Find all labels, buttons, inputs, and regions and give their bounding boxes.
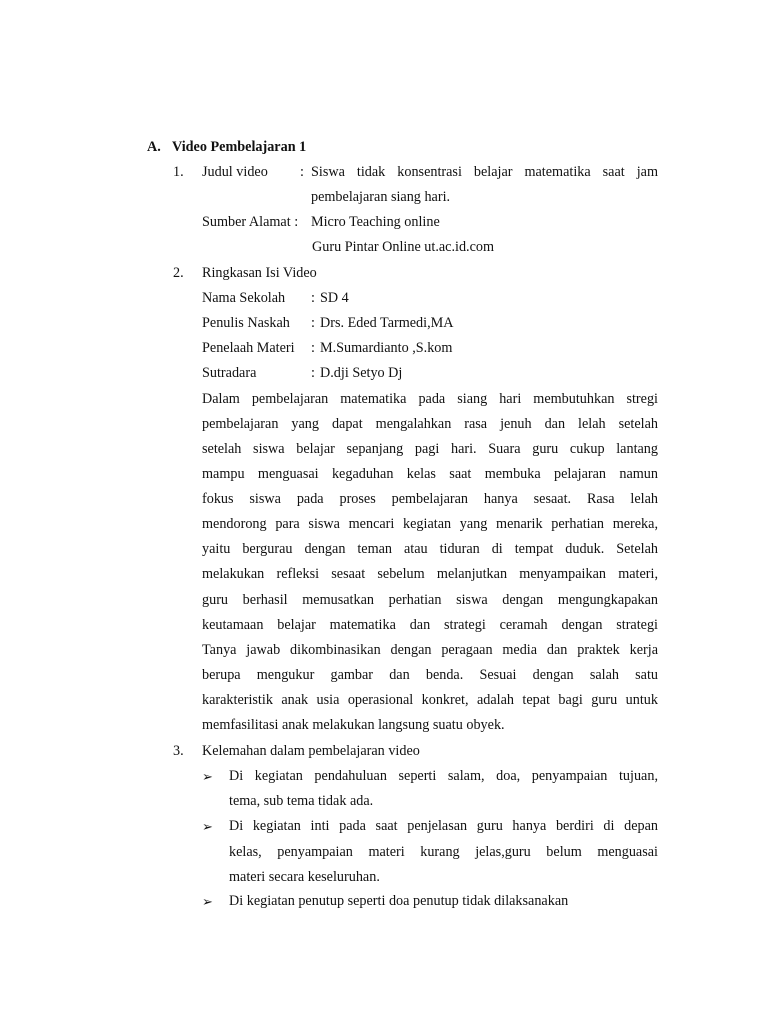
summary-line-last: memfasilitasi anak melakukan langsung suatu obyek. (202, 717, 505, 733)
section-title: Video Pembelajaran 1 (172, 139, 307, 155)
field-value: M.Sumardianto ,S.kom (320, 340, 453, 356)
summary-line: berupa mengukur gambar dan benda. Sesuai dengan salah satu (202, 667, 658, 683)
summary-line: yaitu bergurau dengan teman atau tiduran di tempat duduk. Setelah (202, 541, 658, 557)
bullet-line: Di kegiatan inti pada saat penjelasan guru hanya berdiri di depan (229, 818, 658, 834)
arrow-bullet-icon: ➢ (202, 894, 213, 909)
sumber-label: Sumber Alamat : (202, 214, 299, 230)
bullet-line: Di kegiatan pendahuluan seperti salam, doa, penyampaian tujuan, (229, 768, 658, 784)
item-number-3: 3. (173, 743, 184, 759)
summary-line: Dalam pembelajaran matematika pada siang hari membutuhkan stregi (202, 391, 658, 407)
summary-line: fokus siswa pada proses pembelajaran hanya sesaat. Rasa lelah (202, 491, 658, 507)
section-letter: A. (147, 139, 161, 155)
field-colon: : (311, 290, 315, 306)
field-label: Penulis Naskah (202, 315, 290, 331)
item-number-1: 1. (173, 164, 184, 180)
ringkasan-heading: Ringkasan Isi Video (202, 265, 317, 281)
sumber-line-2: Guru Pintar Online ut.ac.id.com (312, 239, 495, 255)
field-value: SD 4 (320, 290, 349, 306)
field-label: Sutradara (202, 365, 257, 381)
judul-line-2: pembelajaran siang hari. (311, 189, 451, 205)
kelemahan-heading: Kelemahan dalam pembelajaran video (202, 743, 420, 759)
summary-line: pembelajaran yang dapat mengalahkan rasa jenuh dan lelah setelah (202, 416, 658, 432)
judul-line-1: Siswa tidak konsentrasi belajar matematika saat jam (311, 164, 658, 180)
item-number-2: 2. (173, 265, 184, 281)
field-colon: : (311, 340, 315, 356)
summary-line: melakukan refleksi sesaat sebelum melanjutkan menyampaikan materi, (202, 566, 658, 582)
field-label: Penelaah Materi (202, 340, 295, 356)
field-value: Drs. Eded Tarmedi,MA (320, 315, 454, 331)
bullet-line: kelas, penyampaian materi kurang jelas,guru belum menguasai (229, 844, 658, 860)
summary-line: karakteristik anak usia operasional konkret, adalah tepat bagi guru untuk (202, 692, 658, 708)
summary-line: mampu menguasai kegaduhan kelas saat membuka pelajaran namun (202, 466, 658, 482)
bullet-line: materi secara keseluruhan. (229, 869, 380, 885)
field-value: D.dji Setyo Dj (320, 365, 403, 381)
summary-line: mendorong para siswa mencari kegiatan yang menarik perhatian mereka, (202, 516, 658, 532)
judul-colon: : (300, 164, 304, 180)
bullet-line: Di kegiatan penutup seperti doa penutup tidak dilaksanakan (229, 893, 569, 909)
bullet-line: tema, sub tema tidak ada. (229, 793, 374, 809)
field-label: Nama Sekolah (202, 290, 286, 306)
field-colon: : (311, 315, 315, 331)
arrow-bullet-icon: ➢ (202, 819, 213, 834)
summary-line: Tanya jawab dikombinasikan dengan peragaan media dan praktek kerja (202, 642, 658, 658)
sumber-line-1: Micro Teaching online (311, 214, 440, 230)
summary-line: setelah siswa belajar sepanjang pagi hari. Suara guru cukup lantang (202, 441, 658, 457)
arrow-bullet-icon: ➢ (202, 769, 213, 784)
summary-line: keutamaan belajar matematika dan strategi ceramah dengan strategi (202, 617, 658, 633)
summary-line: guru berhasil memusatkan perhatian siswa dengan mengungkapakan (202, 592, 658, 608)
field-colon: : (311, 365, 315, 381)
judul-label: Judul video (202, 164, 268, 180)
